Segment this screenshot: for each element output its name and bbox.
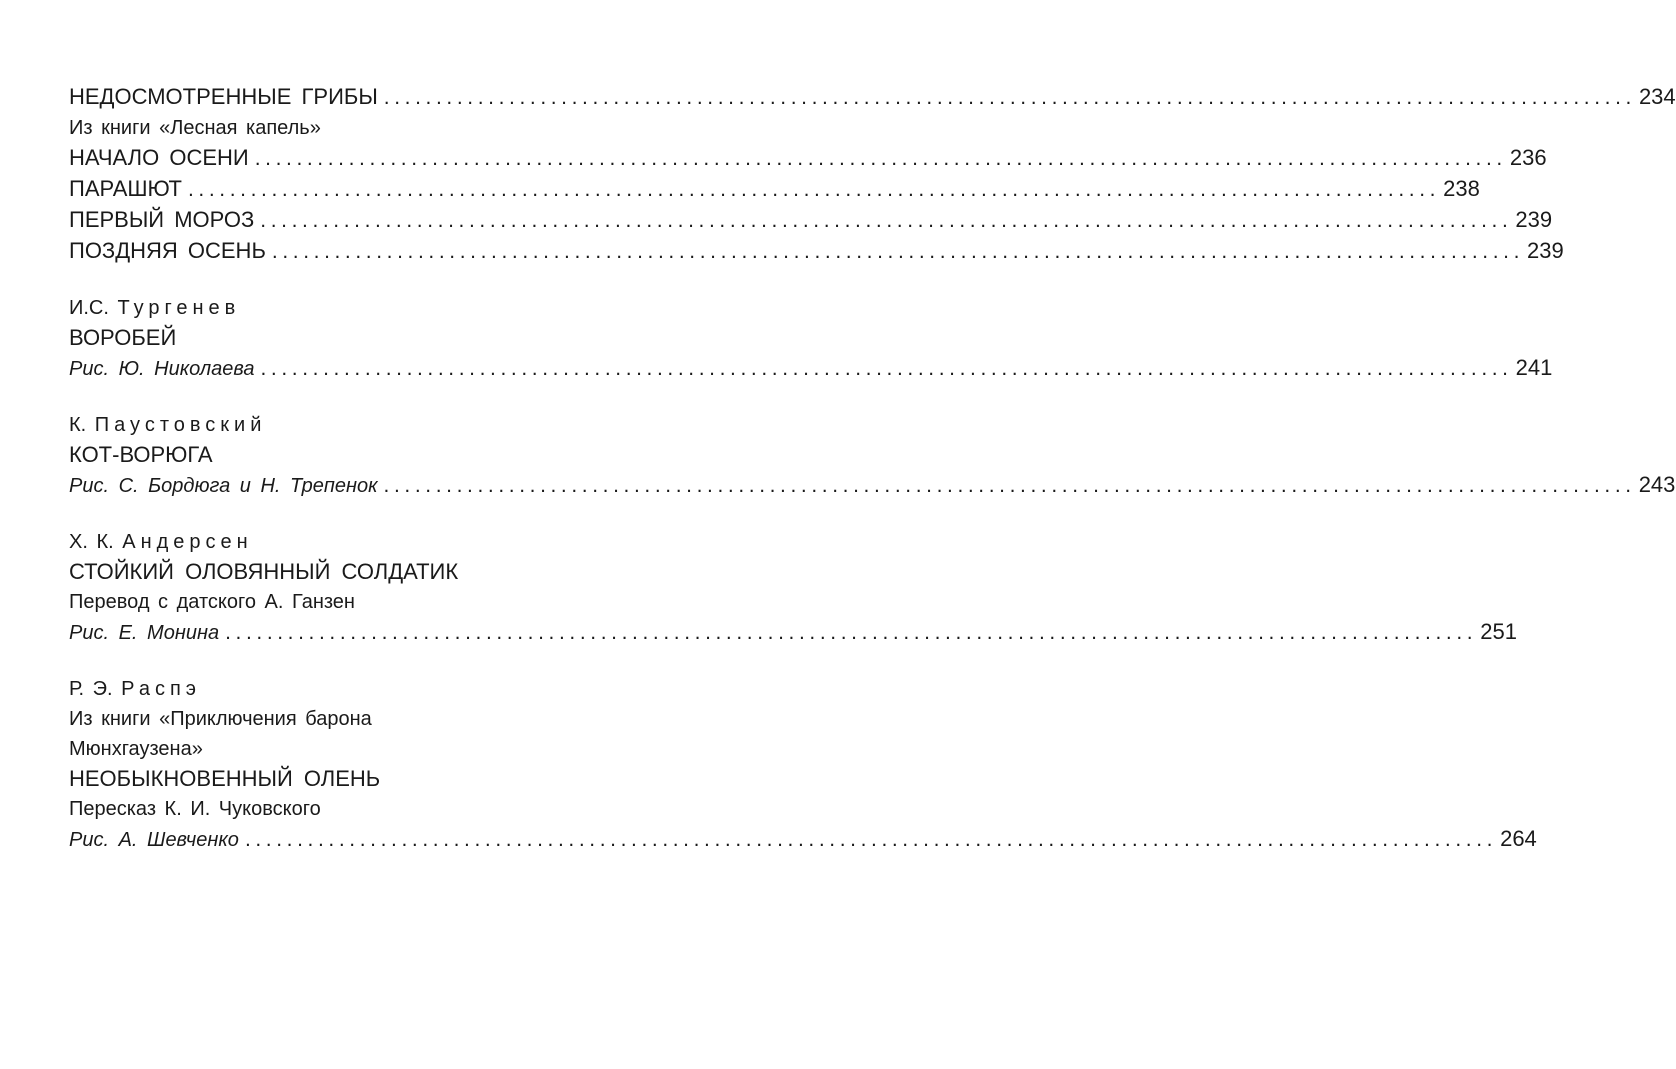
author-initials: Х. К. [69,531,114,553]
toc-entry[interactable] [69,205,1553,236]
author-line [69,527,639,557]
dot-leader: ........................................................................................................................ [271,240,1525,263]
dot-leader: ........................................................................................................................ [383,474,1636,497]
section-gap [69,648,639,674]
dot-leader: ........................................................................................................................ [225,621,1478,644]
story-title: КОТ-ВОРЮГА [69,442,213,467]
page-number: 239 [1515,207,1553,232]
entry-title: НАЧАЛО ОСЕНИ [69,145,249,170]
author-line [69,674,639,704]
story-title: ВОРОБЕЙ [69,325,177,350]
toc-entry[interactable] [69,470,1676,501]
page-number: 239 [1527,238,1564,263]
section-gap [69,267,639,293]
author-name: Распэ [121,678,202,700]
author-initials: Р. Э. [69,678,113,700]
dot-leader: ........................................................................................................................ [260,209,1513,232]
author-line [69,293,639,323]
toc-entry[interactable] [69,617,1517,648]
page-number: 243 [1638,472,1676,497]
dot-leader: ........................................................................................................................ [260,357,1513,380]
toc-entry[interactable] [69,143,1547,174]
dot-leader: ........................................................................................................................ [254,147,1507,170]
illustrator-credit: Рис. С. Бордюга и Н. Трепенок [69,475,378,497]
author-name: Андерсен [122,531,253,553]
entry-title: НЕДОСМОТРЕННЫЕ ГРИБЫ [69,84,378,109]
story-title: НЕОБЫКНОВЕННЫЙ ОЛЕНЬ [69,766,381,791]
toc-entry[interactable] [69,82,1676,113]
page-number: 234 [1638,84,1676,109]
illustrator-credit: Рис. А. Шевченко [69,829,239,851]
toc-entry[interactable] [69,174,1480,205]
page-number: 236 [1509,145,1547,170]
page-number: 264 [1500,826,1537,851]
page-number: 238 [1443,176,1480,201]
illustrator-credit: Рис. Е. Монина [69,622,220,644]
author-initials: К. [69,414,87,436]
author-name: Тургенев [117,297,241,319]
author-initials: И.С. [69,297,109,319]
dot-leader: ........................................................................................................................ [244,828,1498,851]
illustrator-credit: Рис. Ю. Николаева [69,358,255,380]
entry-title: ПЕРВЫЙ МОРОЗ [69,207,255,232]
source-note: Из книги «Лесная капель» [69,117,321,139]
author-name: Паустовский [94,414,267,436]
page-number: 241 [1515,355,1553,380]
table-of-contents [69,82,1676,855]
author-line [69,410,639,440]
toc-entry[interactable] [69,824,1537,855]
section-gap [69,384,639,410]
page-number: 251 [1480,619,1517,644]
entry-title: ПАРАШЮТ [69,176,182,201]
source-note: Мюнхгаузена» [69,738,203,760]
story-title: СТОЙКИЙ ОЛОВЯННЫЙ СОЛДАТИК [69,559,459,584]
source-note: Из книги «Приключения барона [69,708,372,730]
toc-entry[interactable] [69,353,1553,384]
dot-leader: ........................................................................................................................ [187,178,1441,201]
dot-leader: ........................................................................................................................ [383,86,1636,109]
translation-note: Перевод с датского А. Ганзен [69,591,355,613]
entry-title: ПОЗДНЯЯ ОСЕНЬ [69,238,266,263]
retelling-note: Пересказ К. И. Чуковского [69,798,321,820]
section-gap [69,501,639,527]
toc-entry[interactable] [69,236,1564,267]
